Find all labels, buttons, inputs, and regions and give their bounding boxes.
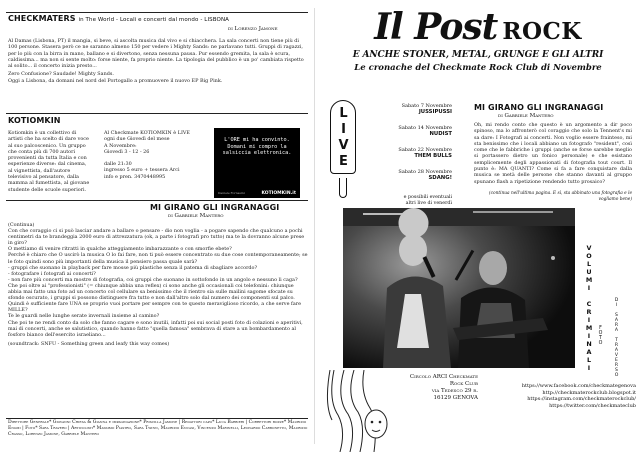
event-date: Sabato 28 Novembre: [398, 169, 452, 175]
mi-girano-left-paragraph: - fotografare i fotografi ai concerti?: [8, 270, 96, 277]
event-row: [392, 169, 452, 181]
page-divider: [314, 8, 315, 444]
mi-girano-right-continues: (continua nell'ultima pagina. E sì, sta abbinato una fotografia e le vogliamo bene): [488, 191, 632, 202]
event-date: Sabato 22 Novembre: [398, 147, 452, 153]
kotiomkin-info-line: dalle 21:30: [104, 161, 132, 168]
club-info: [398, 374, 478, 402]
social-links: [496, 383, 636, 409]
mi-girano-left-paragraph: Con che coraggio ci si può lasciar andare a ballare o pensare - dio non voglia - a pogare sapendo che qualcuno a pochi centimetri da te brandeggia 2000 euro di attrezzatura (ok, a parte i fotografi pro tutto) ma te la dovranno alcune prese in giro?: [8, 228, 305, 247]
checkmaters-title: CHECKMATERS: [8, 14, 76, 23]
mi-girano-left-byline: di Gabriele Mantero: [168, 213, 224, 219]
event-band: SDANG!: [428, 175, 452, 181]
kotiomkin-title: KOTIOMKIN: [8, 116, 61, 125]
instagram-link[interactable]: https://instagram.com/checkmaterockclub/: [527, 396, 636, 402]
kotiomkin-ad: [214, 128, 300, 198]
top-rule: [6, 12, 308, 13]
mi-girano-left-title: MI GIRANO GLI INGRANAGGI: [150, 203, 280, 212]
soundtrack-note: (soundtrack: SNFU - Something green and leafy this way comes): [8, 340, 170, 347]
kotiomkin-rule: [6, 113, 308, 114]
club-city: 16129 GENOVA: [433, 395, 478, 401]
event-row: [392, 147, 452, 159]
checkmaters-heading: [8, 14, 229, 23]
kotiomkin-info-line: info e pren. 3470448995: [104, 173, 166, 180]
kotiomkin-logo: KOTIOMKIN.it: [261, 191, 296, 196]
mi-girano-right-title: MI GIRANO GLI INGRANAGGI: [474, 103, 604, 112]
photographer-credit: DI SARA TRAVERSO: [614, 298, 619, 378]
photo-label: FOTO: [598, 326, 603, 346]
checkmaters-article: [8, 38, 304, 84]
live-label: LIVE: [336, 106, 351, 170]
mi-girano-left-paragraph: Perché è chiaro che O uscirò la musica O lo fai fare, non ti può essere concentrato su due cose contemporaneamente; se le foto quindi sono più importanti della musica il pensiero passa quale sarà?: [8, 252, 308, 265]
photo-series-title: VOLUMI CRIMINALI: [585, 244, 593, 372]
masthead-tagline: Le cronache del Checkmate Rock Club di Novembre: [354, 63, 602, 73]
kotiomkin-info-line: A Novembre:: [104, 142, 137, 149]
kotiomkin-info-line: ogni due Giovedì del mese: [104, 136, 170, 143]
kotiomkin-info-line: ingresso 5 euro + tessera Arci: [104, 167, 180, 174]
kotiomkin-info-line: Al Checkmate KOTIOMKIN è LIVE: [104, 130, 190, 136]
event-date: Sabato 7 Novembre: [401, 103, 452, 109]
event-band: JUSSIPUSSI: [418, 109, 452, 115]
club-address: via Tedesco 29 r.: [431, 388, 478, 394]
hair-art-illustration: [326, 370, 396, 452]
mi-girano-left-article: [8, 222, 308, 347]
masthead-title: Il Post: [374, 6, 498, 48]
masthead: [322, 6, 634, 48]
continua-label: (Continua): [8, 222, 35, 228]
kotiomkin-article: [8, 130, 92, 193]
checkmaters-byline: di Lorenzo Jamone: [228, 26, 278, 32]
blog-link[interactable]: http://checkmaterockclub.blogspot.it: [542, 389, 636, 396]
masthead-rock: ROCK: [502, 18, 582, 45]
live-frame-stem: [339, 178, 347, 198]
mi-girano-left-paragraph: Che poi oltre ai "professionisti" (= chiunque abbia una reflex) ci sono anche gli occasionali coi telefonini: chiunque abbia mai fatto una foto ad un concerto col cellulare sa benissimo che il rientro sia sulle mailini sagome sfocate su sfondo oscurato, i gruppi si possono distinguere fra tutto e non dall'altro solo dal numero dei componenti sul palco.: [8, 282, 295, 302]
facebook-link[interactable]: https://www.facebook.com/checkmategenova: [521, 383, 636, 389]
mi-girano-left-paragraph: Che poi te ne rendi conto da solo che fanno cagare e sono inutili, infatti poi sui social posti foto di colazioni e aperitivi, mai di concerti, anche se salutistico, quando hanno fatto "quella famosa" sembrava di stare a un bombardamento al fosforo bianco dell'esercito israeliano...: [8, 319, 303, 338]
mi-girano-left-rule: [6, 200, 308, 201]
twitter-link[interactable]: https://twitter.com/checkmateclub: [549, 402, 636, 409]
mi-girano-right-byline: di Gabriele Mantero: [498, 113, 554, 119]
event-band: THEM BULLS: [414, 153, 452, 159]
checkmaters-paragraph: Oggi a Lisbona, da domani nel nord del Portogallo a promuovere il nuovo EP Big Pink.: [8, 77, 223, 84]
mi-girano-left-paragraph: - non fare più concerti ma mostre di fotografia, coi gruppi che suonano in sottofondo in un angolo e nessuno li caga?: [8, 276, 298, 283]
event-row: [392, 103, 452, 115]
kotiomkin-paragraph: Kotiomkin è un collettivo di artisti che ha scelto di dare voce al suo palcoscenico. Un gruppo che conta più di 700 autori provenienti da tutta Italia e con esperienze diverse: dal cinema, al vignettista, dall'autore televisivo al pensatore, dalla mamma al fumettista, al giovane studente delle scuole superiori.: [8, 130, 90, 193]
mi-girano-left-paragraph: O mettiamo di venire ritratti in qualche atteggiamento imbarazzante o con smorfie ebete?: [8, 246, 232, 253]
kotiomkin-info: [104, 130, 204, 180]
event-row: [392, 125, 452, 137]
checkmaters-paragraph: Al Damas (Lisbona, PT) il mangia, si beve, si ascolta musica dal vivo e si chiacchera. La sala concerti non tiene più di 100 persone. Stasera però ce ne saranno almeno 150 per vedere i Mighty Sands: ne parlavano tutti. Gruppi di ragazzi, per lo più con la birra in mano, ballano e si divertono, senza nessuna pausa. Pur essendo gremita, la sala è scura, caldissima... ma non si sente molto: forse niente, fa proprio niente. La tipologia del pubblico è un po' cambiata rispetto al solito... il concerto inizia presto...: [8, 38, 304, 70]
credits-rule: [6, 418, 308, 419]
mi-girano-left-paragraph: Quindi è sufficiente fare UNA se proprio vuoi portare per sempre con te questo meraviglioso ricordo, a che serve fare MILLE?: [8, 301, 301, 314]
mi-girano-left-paragraph: - gruppi che suonano in playback per fare mosse più plastiche senza il patema di sbagliare accordo?: [8, 264, 258, 271]
mi-girano-left-paragraph: Te le guardi nelle lunghe serate invernali insieme al camino?: [8, 313, 160, 320]
credits: Direttore Generale* Giovanni Chiesa & Gianna e impaginazione* Priscilla Jamone | Redattori capo* Luca Barbieri | Correttori bozze* Maurizio Engmi | Foto* Sara Travero | Articolisti* Massimo Piastro, Sara Twinn, Maurizio Encasi, Vincenzo Marinelli, Leonardo Carbonetto, Maurizio Crasso, Lorenzo Jamone, Gabriele Mantero: [8, 420, 308, 437]
checkmaters-paragraph: Zero Confusione? Saudade! Mighty Sands.: [8, 71, 114, 78]
checkmaters-subtitle: in The World - Locali e concerti dal mondo - LISBONA: [78, 17, 230, 23]
event-date: Sabato 14 Novembre: [398, 125, 452, 131]
kotiomkin-info-line: Giovedì 3 - 12 - 26: [104, 148, 150, 155]
band-photo: [343, 208, 575, 368]
kotiomkin-ad-credit: Daniele Fornasini: [218, 191, 245, 195]
club-name: Circolo ARCI Checkmate Rock Club: [409, 374, 478, 387]
kotiomkin-ad-text: L'ORE mi ha convinto. Domani mi compro la salsiccia elettronica.: [222, 137, 292, 156]
masthead-subtitle: E ANCHE STONER, METAL, GRUNGE E GLI ALTRI: [352, 50, 604, 60]
event-band: NUDIST: [429, 131, 452, 137]
live-note: e possibili eventuali altri live di venerdì: [403, 195, 452, 206]
band-photo-image: [343, 208, 575, 368]
mi-girano-right-article: Oh, mi rendo conto che questo è un argomento a dir poco spinoso, ma lo affronterò col coraggio che solo la Tennent's mi sa dare: I Fotografi ai concerti. Non voglio essere frainteso, mi sta benissimo che i locali abbiano un fotografo "resident", così come che le fabbriche i gruppi (anche se forse sarebbe meglio si portassero dietro un fonico personale) e che esistano semplicemente degli appassionati di fotografia tout court. Il punto è: MA QUANTI? Come si fa a fare conquistare dalla musica se metà delle persone che stanno davanti al gruppo spunano flash a ripetizione rendendo tutto prosaico?: [474, 122, 632, 185]
